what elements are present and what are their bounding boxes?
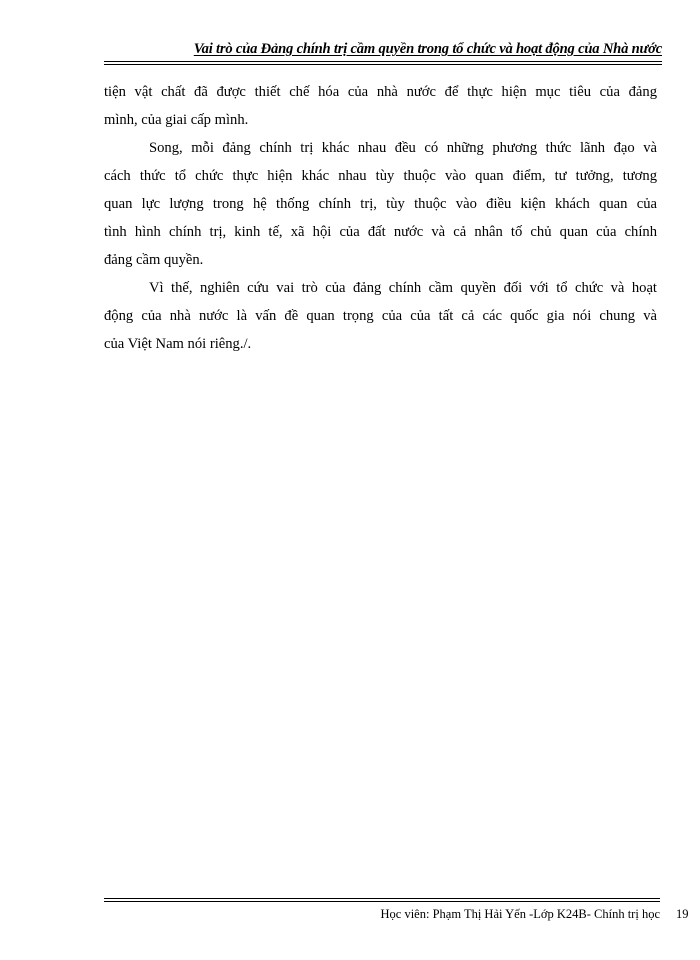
footer-author: Học viên: Phạm Thị Hải Yến -Lớp K24B- Chính trị học <box>380 907 660 921</box>
page-number: 19 <box>676 907 689 921</box>
header-rule-thin <box>104 64 662 65</box>
footer-rule-thin <box>104 901 660 902</box>
body-text <box>104 78 657 358</box>
text-line: Vì thế, nghiên cứu vai trò của đảng chính cầm quyền đối với tổ chức và hoạt <box>149 280 657 296</box>
text-line: quan lực lượng trong hệ thống chính trị, tùy thuộc vào điều kiện khách quan của <box>104 196 657 212</box>
text-line: động của nhà nước là vấn đề quan trọng của của tất cả các quốc gia nói chung và <box>104 308 657 324</box>
text-line: tình hình chính trị, kinh tế, xã hội của đất nước và cả nhân tố chủ quan của chính <box>104 224 657 240</box>
running-header-title: Vai trò của Đảng chính trị cầm quyền trong tổ chức và hoạt động của Nhà nước <box>193 41 662 57</box>
text-line: của Việt Nam nói riêng./. <box>104 336 252 352</box>
text-line: tiện vật chất đã được thiết chế hóa của nhà nước để thực hiện mục tiêu của đảng <box>104 84 657 100</box>
text-line: đảng cầm quyền. <box>104 252 204 268</box>
text-line: Song, mỗi đảng chính trị khác nhau đều có những phương thức lãnh đạo và <box>149 140 657 156</box>
header-rule <box>104 61 662 62</box>
text-line: mình, của giai cấp mình. <box>104 112 249 128</box>
footer-rule <box>104 898 660 899</box>
text-line: cách thức tổ chức thực hiện khác nhau tùy thuộc vào quan điểm, tư tưởng, tương <box>104 168 657 184</box>
